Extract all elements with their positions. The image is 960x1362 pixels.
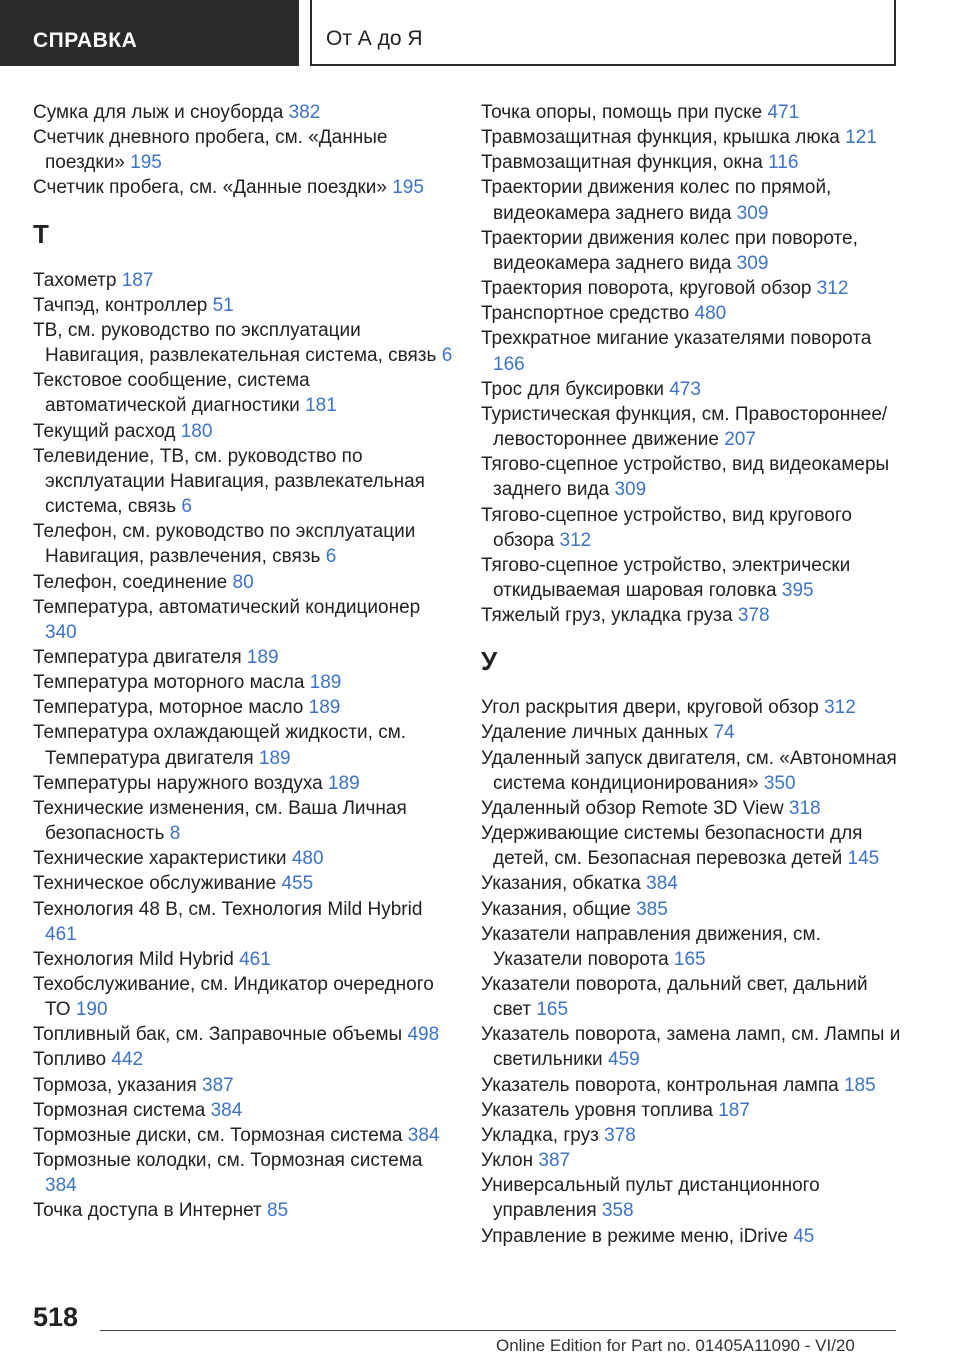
index-entry-text: Технология 48 В, см. Технология Mild Hybrid: [33, 898, 423, 920]
page-reference-link[interactable]: 473: [669, 378, 701, 400]
index-entry-text: Тяжелый груз, укладка груза: [481, 605, 733, 627]
index-entry-text: Температура, моторное масло: [33, 697, 304, 719]
index-entry: [481, 1173, 903, 1223]
page-reference-link[interactable]: 382: [288, 102, 321, 123]
index-entry: [33, 419, 453, 444]
page-reference-link[interactable]: 85: [267, 1200, 289, 1222]
index-entry-text: Удаленный запуск двигателя, см. «Автономная система кондиционирования»: [481, 747, 897, 794]
page-reference-link[interactable]: 6: [181, 496, 192, 518]
page-header: [0, 0, 960, 66]
index-entry-text: Точка доступа в Интернет: [33, 1200, 262, 1222]
index-entry-text: Удаление личных данных: [481, 722, 709, 744]
index-entry: [481, 503, 903, 553]
index-entry: [481, 1148, 903, 1173]
page-reference-link[interactable]: 181: [305, 395, 337, 417]
index-entry: [481, 720, 903, 745]
page-reference-link[interactable]: 121: [845, 127, 877, 149]
index-entry: [481, 301, 903, 326]
index-entry: [481, 1123, 903, 1148]
index-entry-text: Указатель поворота, замена ламп, см. Лампы и светильники: [481, 1024, 901, 1071]
index-entry-text: Траектории движения колес по прямой, видеокамера заднего вида: [481, 177, 832, 224]
index-entry: [481, 226, 903, 276]
index-entry-text: Укладка, груз: [481, 1124, 599, 1146]
index-entry: [481, 796, 903, 821]
index-entry: [481, 922, 903, 972]
page-reference-link[interactable]: 189: [309, 672, 342, 694]
page-reference-link[interactable]: 442: [111, 1049, 144, 1071]
index-entry: [33, 846, 453, 871]
footer-edition: Online Edition for Part no. 01405A11090 - VI/20: [496, 1336, 855, 1355]
topic-tab[interactable]: [310, 0, 896, 66]
index-entry-text: Транспортное средство: [481, 303, 690, 325]
index-entry-text: Счетчик дневного пробега, см. «Данные поездки»: [33, 127, 388, 174]
index-entry-text: Трос для буксировки: [481, 378, 664, 400]
index-entry: [33, 318, 453, 368]
index-entry-text: Тормозные диски, см. Тормозная система: [33, 1124, 403, 1146]
page-reference-link[interactable]: 207: [724, 429, 756, 451]
index-entry: [33, 1047, 453, 1072]
page-reference-link[interactable]: 384: [407, 1124, 440, 1146]
index-entry-text: Телевидение, ТВ, см. руководство по эксплуатации Навигация, развлекательная система, связь: [33, 445, 425, 518]
index-entry-text: Технические характеристики: [33, 848, 287, 870]
index-entry-text: Туристическая функция, см. Правостороннее/левостороннее движение: [481, 403, 888, 451]
index-entry: [33, 595, 453, 645]
index-entry-text: Травмозащитная функция, крышка люка: [481, 127, 840, 149]
page-reference-link[interactable]: 471: [767, 102, 800, 123]
index-entry: [481, 326, 903, 376]
page-reference-link[interactable]: 189: [246, 646, 279, 668]
index-entry-text: Указатель поворота, контрольная лампа: [481, 1074, 839, 1096]
index-entry-text: Технология Mild Hybrid: [33, 948, 234, 970]
index-entry: [481, 695, 903, 720]
page-reference-link[interactable]: 187: [718, 1099, 750, 1121]
page-reference-link[interactable]: 350: [763, 772, 796, 794]
index-entry: [33, 720, 453, 770]
index-entry: [33, 268, 453, 293]
index-entry-text: Удаленный обзор Remote 3D View: [481, 797, 784, 819]
index-entry-text: Тормозная система: [33, 1099, 206, 1121]
index-letter-heading: У: [481, 646, 498, 677]
index-entry: [33, 796, 453, 846]
index-entry-text: Тормозные колодки, см. Тормозная система: [33, 1150, 423, 1172]
index-entry-text: Угол раскрытия двери, круговой обзор: [481, 697, 819, 719]
index-entry: [33, 645, 453, 670]
page-reference-link[interactable]: 6: [325, 546, 337, 568]
page-reference-link[interactable]: 8: [169, 823, 181, 845]
page-reference-link[interactable]: 384: [646, 873, 678, 895]
index-entry: [481, 821, 903, 871]
index-entry: [481, 603, 903, 628]
footer-divider: [100, 1330, 896, 1331]
index-column-right: [481, 100, 903, 1249]
index-entry: [33, 1123, 453, 1148]
page-reference-link[interactable]: 480: [291, 848, 324, 870]
page-reference-link[interactable]: 185: [843, 1074, 876, 1096]
page-reference-link[interactable]: 387: [202, 1074, 234, 1096]
index-entry-text: Температуры наружного воздуха: [33, 772, 323, 794]
index-entry-text: Счетчик пробега, см. «Данные поездки»: [33, 177, 387, 199]
page-reference-link[interactable]: 358: [601, 1200, 634, 1222]
index-entry-text: Точка опоры, помощь при пуске: [481, 102, 763, 123]
page-reference-link[interactable]: 387: [538, 1150, 571, 1172]
index-entry-text: Указатель уровня топлива: [481, 1099, 713, 1121]
index-entry: [481, 897, 903, 922]
index-column-left: [33, 100, 453, 1224]
index-entry-text: Указания, общие: [481, 898, 631, 920]
index-entry-text: Температура двигателя: [33, 646, 242, 668]
index-entry: [33, 1022, 453, 1047]
index-entry-text: Топливо: [33, 1049, 107, 1071]
page-reference-link[interactable]: 145: [847, 848, 880, 870]
index-entry: [481, 125, 903, 150]
index-entry: [33, 897, 453, 947]
index-entry: [481, 276, 903, 301]
page-reference-link[interactable]: 461: [239, 948, 271, 970]
index-entry-text: Травмозащитная функция, окна: [481, 152, 763, 174]
index-entry-text: Телефон, соединение: [33, 571, 228, 593]
index-entry: [33, 871, 453, 896]
index-entry: [33, 570, 453, 595]
index-entry: [33, 1073, 453, 1098]
page-reference-link[interactable]: 165: [536, 999, 569, 1021]
page-reference-link[interactable]: 461: [45, 923, 77, 945]
index-entry: [33, 293, 453, 318]
page-reference-link[interactable]: 45: [793, 1225, 815, 1247]
index-entry: [481, 1098, 903, 1123]
index-entry: [481, 100, 903, 125]
index-entry-text: Текущий расход: [33, 420, 176, 442]
page-reference-link[interactable]: 166: [493, 353, 525, 375]
page-reference-link[interactable]: 340: [45, 621, 77, 643]
page-reference-link[interactable]: 395: [781, 579, 814, 601]
index-entry-text: Топливный бак, см. Заправочные объемы: [33, 1024, 403, 1046]
index-entry: [33, 972, 453, 1022]
section-tab[interactable]: [0, 0, 299, 66]
index-entry-text: Тягово-сцепное устройство, электрически откидываемая шаровая головка: [481, 554, 851, 601]
index-entry-text: Тягово-сцепное устройство, вид видеокамеры заднего вида: [481, 454, 890, 501]
page-reference-link[interactable]: 74: [713, 722, 735, 744]
page-reference-link[interactable]: 309: [736, 252, 769, 274]
index-entry-text: ТВ, см. руководство по эксплуатации Навигация, развлекательная система, связь: [33, 319, 437, 367]
page-reference-link[interactable]: 195: [392, 177, 424, 199]
index-entry-text: Температура, автоматический кондиционер: [33, 596, 421, 618]
page-reference-link[interactable]: 309: [614, 479, 647, 501]
index-entry: [481, 1224, 903, 1249]
index-entry: [33, 519, 453, 569]
index-entry-text: Технические изменения, см. Ваша Личная безопасность: [33, 797, 407, 845]
index-letter-heading: Т: [33, 218, 49, 249]
index-entry: [33, 444, 453, 519]
index-entry-text: Тягово-сцепное устройство, вид кругового обзора: [481, 504, 852, 551]
index-entry: [481, 553, 903, 603]
index-entry: [33, 100, 453, 125]
page-reference-link[interactable]: 6: [441, 345, 453, 367]
section-tab-label: СПРАВКА: [33, 29, 138, 52]
index-entry: [481, 402, 903, 452]
topic-tab-label: От А до Я: [326, 27, 423, 50]
index-entry: [33, 1198, 453, 1223]
index-entry-text: Телефон, см. руководство по эксплуатации Навигация, развлечения, связь: [33, 521, 416, 568]
index-entry: [481, 452, 903, 502]
page-reference-link[interactable]: 180: [180, 420, 213, 442]
index-entry-text: Температура моторного масла: [33, 672, 305, 694]
index-entry: [481, 1073, 903, 1098]
index-entry-text: Удерживающие системы безопасности для детей, см. Безопасная перевозка детей: [481, 823, 863, 870]
index-entry-text: Тормоза, указания: [33, 1074, 197, 1096]
page-reference-link[interactable]: 312: [816, 278, 849, 300]
index-entry-text: Универсальный пульт дистанционного управления: [481, 1175, 820, 1222]
index-entry: [481, 175, 903, 225]
page-reference-link[interactable]: 80: [232, 571, 254, 593]
index-entry: [481, 871, 903, 896]
index-entry: [33, 670, 453, 695]
index-entry: [33, 125, 453, 175]
page-reference-link[interactable]: 455: [281, 873, 314, 895]
index-entry-text: Тачпэд, контроллер: [33, 294, 208, 316]
page-reference-link[interactable]: 378: [737, 605, 770, 627]
page-reference-link[interactable]: 480: [694, 303, 727, 325]
page-reference-link[interactable]: 309: [736, 202, 769, 224]
page-reference-link[interactable]: 312: [559, 529, 592, 551]
page-reference-link[interactable]: 116: [768, 152, 799, 174]
page-number: 518: [33, 1302, 79, 1332]
page-reference-link[interactable]: 51: [212, 294, 234, 316]
index-entry-text: Техобслуживание, см. Индикатор очередного ТО: [33, 974, 434, 1021]
index-entry-text: Тахометр: [33, 269, 117, 291]
index-entry-text: Управление в режиме меню, iDrive: [481, 1225, 788, 1247]
page-reference-link[interactable]: 189: [327, 772, 360, 794]
page-reference-link[interactable]: 498: [407, 1024, 440, 1046]
index-entry: [33, 771, 453, 796]
page-reference-link[interactable]: 187: [121, 269, 154, 291]
index-entry-text: Указатели поворота, дальний свет, дальний свет: [481, 974, 868, 1021]
page-reference-link[interactable]: 189: [258, 747, 291, 769]
index-entry: [33, 947, 453, 972]
page-reference-link[interactable]: 384: [210, 1099, 243, 1121]
index-entry-text: Текстовое сообщение, система автоматической диагностики: [33, 370, 310, 417]
index-entry-text: Температура охлаждающей жидкости, см. Температура двигателя: [33, 722, 407, 769]
index-entry-text: Уклон: [481, 1150, 534, 1172]
page-reference-link[interactable]: 459: [607, 1049, 640, 1071]
index-entry-text: Указания, обкатка: [481, 873, 641, 895]
index-entry: [481, 377, 903, 402]
index-entry: [481, 1022, 903, 1072]
index-entry: [33, 1098, 453, 1123]
page-reference-link[interactable]: 318: [788, 797, 821, 819]
page-reference-link[interactable]: 384: [45, 1175, 77, 1197]
index-entry: [33, 368, 453, 418]
index-entry-text: Техническое обслуживание: [33, 873, 277, 895]
page-reference-link[interactable]: 165: [673, 948, 706, 970]
page-reference-link[interactable]: 190: [75, 999, 108, 1021]
index-entry-text: Сумка для лыж и сноуборда: [33, 102, 284, 123]
index-entry-text: Трехкратное мигание указателями поворота: [481, 328, 872, 350]
page-reference-link[interactable]: 378: [604, 1124, 636, 1146]
page-reference-link[interactable]: 312: [824, 697, 856, 719]
page-reference-link[interactable]: 195: [130, 152, 162, 174]
index-entry: [481, 150, 903, 175]
page-reference-link[interactable]: 189: [308, 697, 341, 719]
index-entry: [33, 175, 453, 200]
index-entry: [481, 746, 903, 796]
index-entry: [33, 1148, 453, 1198]
index-entry-text: Указатели направления движения, см. Указатели поворота: [481, 923, 821, 970]
index-entry: [481, 972, 903, 1022]
index-entry-text: Траектория поворота, круговой обзор: [481, 278, 812, 300]
page-reference-link[interactable]: 385: [636, 898, 668, 920]
index-entry-text: Траектории движения колес при повороте, видеокамера заднего вида: [481, 227, 858, 274]
index-entry: [33, 695, 453, 720]
